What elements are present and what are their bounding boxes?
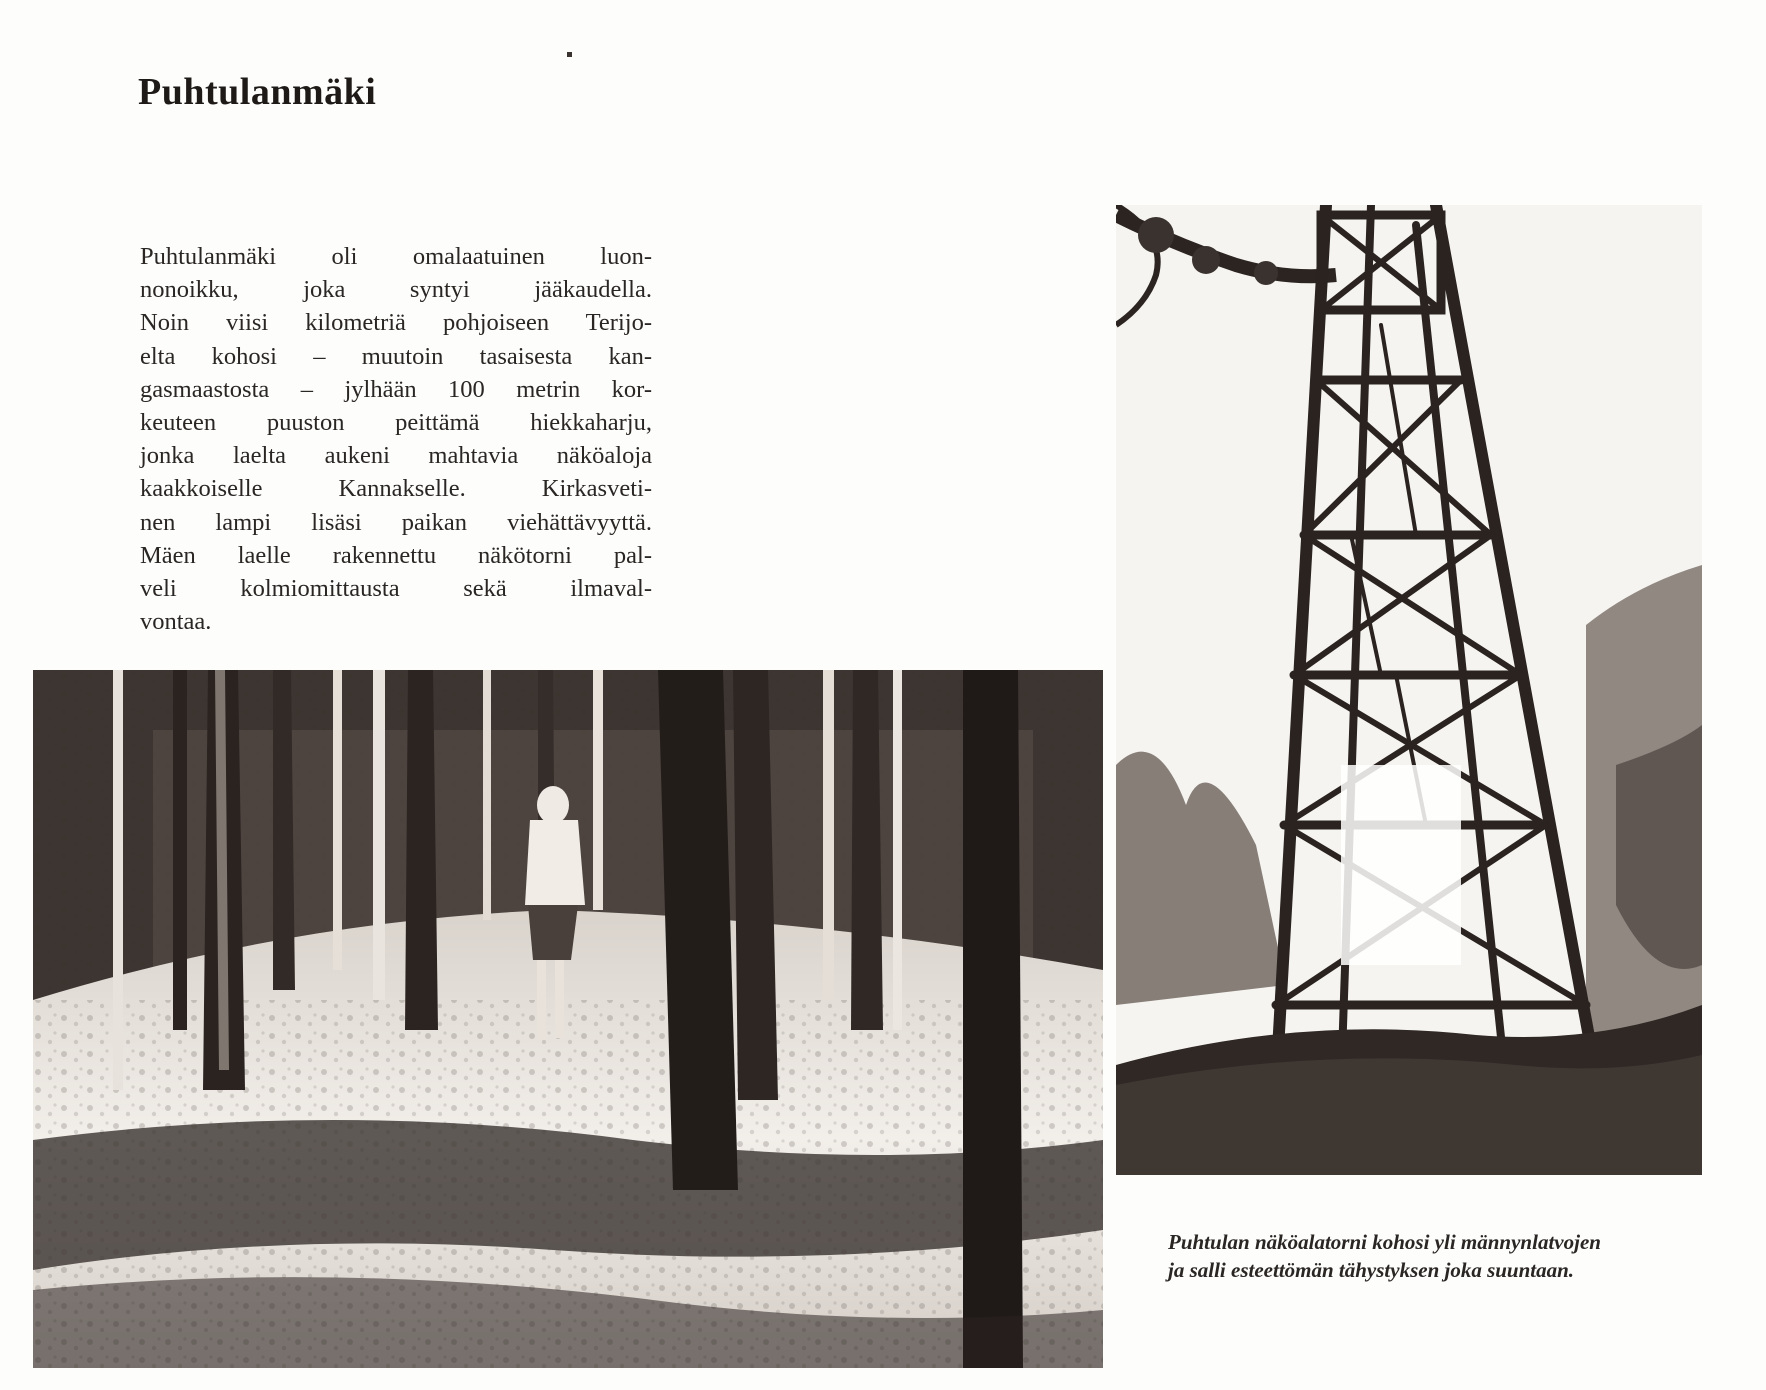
paragraph-line: gasmaastosta – jylhään 100 metrin kor- <box>140 375 652 403</box>
forest-illustration <box>33 670 1103 1368</box>
lookout-tower-illustration <box>1116 205 1702 1175</box>
paragraph-line: Mäen laelle rakennettu näkötorni pal- <box>140 541 652 569</box>
paragraph-line: nen lampi lisäsi paikan viehättävyyttä. <box>140 508 652 536</box>
paragraph-line: vontaa. <box>140 608 212 636</box>
paragraph-line: elta kohosi – muutoin tasaisesta kan- <box>140 342 652 370</box>
print-speck <box>567 52 572 57</box>
paragraph-line: keuteen puuston peittämä hiekkaharju, <box>140 408 652 436</box>
tower-caption <box>1168 1228 1708 1284</box>
paragraph-line: kaakkoiselle Kannakselle. Kirkasveti- <box>140 475 652 503</box>
paragraph-line: veli kolmiomittausta sekä ilmaval- <box>140 574 652 602</box>
paragraph-line: nonoikku, joka syntyi jääkaudella. <box>140 276 652 304</box>
paragraph-line: Puhtulanmäki oli omalaatuinen luon- <box>140 243 652 270</box>
forest-photo <box>33 670 1103 1368</box>
body-paragraph <box>140 240 652 638</box>
tower-photo <box>1116 205 1702 1175</box>
caption-line: ja salli esteettömän tähystyksen joka suuntaan. <box>1168 1258 1575 1282</box>
paragraph-line: jonka laelta aukeni mahtavia näköaloja <box>140 442 652 470</box>
page-title: Puhtulanmäki <box>138 71 377 113</box>
caption-line: Puhtulan näköalatorni kohosi yli männynlatvojen <box>1168 1230 1601 1254</box>
paragraph-line: Noin viisi kilometriä pohjoiseen Terijo- <box>140 309 652 337</box>
